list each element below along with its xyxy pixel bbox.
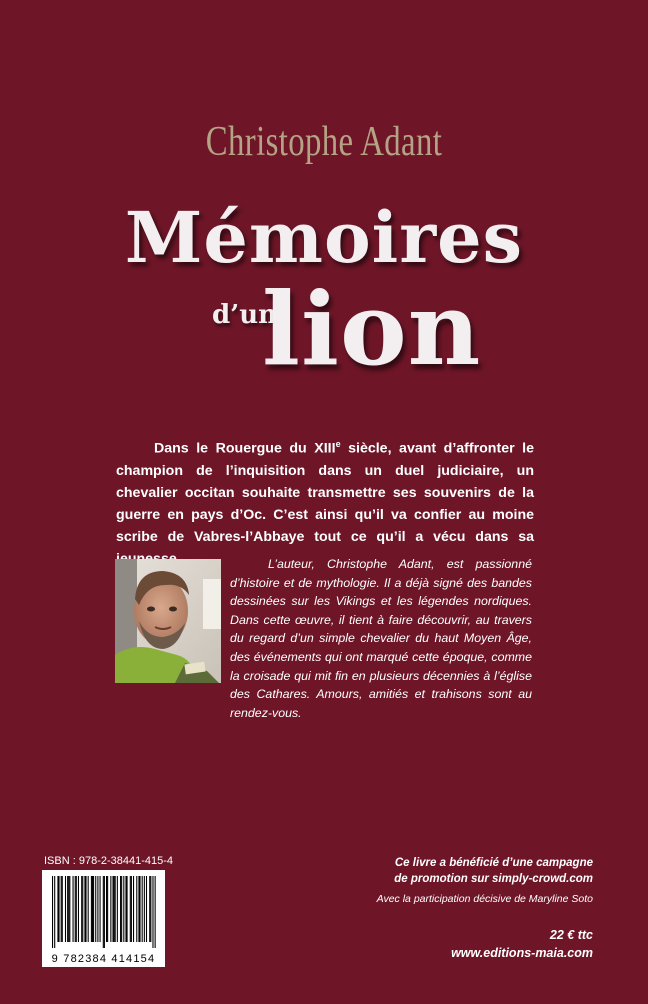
- barcode-bar: [133, 876, 134, 942]
- blurb-paragraph: [116, 433, 534, 570]
- barcode-bar: [138, 876, 139, 942]
- barcode-bar: [146, 876, 147, 942]
- barcode-bar: [68, 876, 69, 942]
- barcode-bar: [107, 876, 108, 942]
- barcode-bar: [149, 876, 150, 942]
- barcode-bar: [76, 876, 77, 942]
- barcode-bar: [120, 876, 121, 942]
- barcode-bar: [150, 876, 151, 942]
- barcode-digits: 9 782384 414154: [51, 953, 156, 965]
- barcode-bar: [75, 876, 76, 942]
- barcode-bar: [121, 876, 122, 942]
- barcode-bar: [65, 876, 66, 942]
- barcode-bar: [114, 876, 115, 942]
- promo-line-2: de promotion sur simply-crowd.com: [394, 873, 593, 885]
- blurb-text-2: siècle, avant d’affronter le champion de l’inquisition dans un duel judiciaire, un chevalier occitan souhaite transmettre ses souvenirs de la guerre en pays d’Oc. C’est ainsi qu’il va confier au moine scribe de Vabres-l’Abbaye tout ce qu’il a vécu dans sa: [116, 440, 534, 545]
- barcode-bar: [130, 876, 131, 942]
- barcode-bar: [131, 876, 132, 942]
- barcode-bar: [52, 876, 53, 948]
- barcode-bar: [127, 876, 128, 942]
- barcode-bar: [155, 876, 156, 948]
- barcode-bar: [81, 876, 82, 942]
- barcode-bars: [42, 870, 165, 950]
- participation-note: Avec la participation décisive de Maryline Soto: [376, 893, 593, 905]
- author-photo: [115, 559, 221, 683]
- author-bio: L’auteur, Christophe Adant, est passionné d’histoire et de mythologie. Il a déjà signé des bandes dessinées sur les Vikings et les légendes nordiques. Dans cette œuvre, il tient à faire découvrir, au travers du regard d’un simple chevalier du haut Moyen Âge, des événements qui ont marqué cette époque, comme la croisade qui mit fin en plusieurs décennies à l’église des Cathares. Amours, amitiés et trahisons sont au rendez-vous.: [230, 557, 532, 720]
- blurb-text-1: Dans le Rouergue du XIII: [154, 440, 336, 457]
- price: 22 € ttc: [549, 928, 593, 942]
- barcode-bar: [85, 876, 86, 942]
- barcode-bar: [100, 876, 101, 942]
- barcode-bar: [112, 876, 113, 942]
- promo-line-1: Ce livre a bénéficié d’une campagne: [394, 857, 593, 869]
- barcode-bar: [103, 876, 104, 948]
- barcode-bar: [144, 876, 145, 942]
- barcode-bar: [69, 876, 70, 942]
- barcode-bar: [136, 876, 137, 942]
- promo-note: [333, 855, 593, 887]
- book-title-line1: Mémoires: [124, 196, 524, 279]
- barcode-bar: [95, 876, 96, 942]
- barcode-bar: [123, 876, 124, 942]
- barcode: [42, 870, 165, 967]
- book-title-dun: d’un: [212, 300, 278, 330]
- book-title-lion: lion: [262, 270, 482, 388]
- barcode-bar: [92, 876, 93, 942]
- barcode-bar: [61, 876, 62, 942]
- barcode-bar: [58, 876, 59, 942]
- barcode-bar: [139, 876, 140, 942]
- barcode-bar: [97, 876, 98, 942]
- publisher-website: www.editions-maia.com: [451, 946, 593, 960]
- barcode-bar: [78, 876, 79, 942]
- barcode-bar: [117, 876, 118, 942]
- isbn-label: ISBN : 978-2-38441-415-4: [44, 855, 174, 867]
- author-portrait-image: [115, 559, 221, 683]
- barcode-bar: [125, 876, 126, 942]
- barcode-bar: [62, 876, 63, 942]
- blurb-superscript: e: [335, 439, 341, 449]
- barcode-bar: [57, 876, 58, 942]
- barcode-bar: [104, 876, 105, 948]
- barcode-bar: [91, 876, 92, 942]
- barcode-bar: [106, 876, 107, 942]
- barcode-bar: [54, 876, 55, 948]
- barcode-bar: [88, 876, 89, 942]
- author-name: Christophe Adant: [205, 119, 443, 165]
- barcode-bar: [93, 876, 94, 942]
- barcode-bar: [110, 876, 111, 942]
- barcode-bar: [142, 876, 143, 942]
- barcode-bar: [115, 876, 116, 942]
- barcode-bar: [152, 876, 153, 948]
- barcode-bar: [67, 876, 68, 942]
- barcode-bar: [82, 876, 83, 942]
- barcode-bar: [84, 876, 85, 942]
- barcode-bar: [73, 876, 74, 942]
